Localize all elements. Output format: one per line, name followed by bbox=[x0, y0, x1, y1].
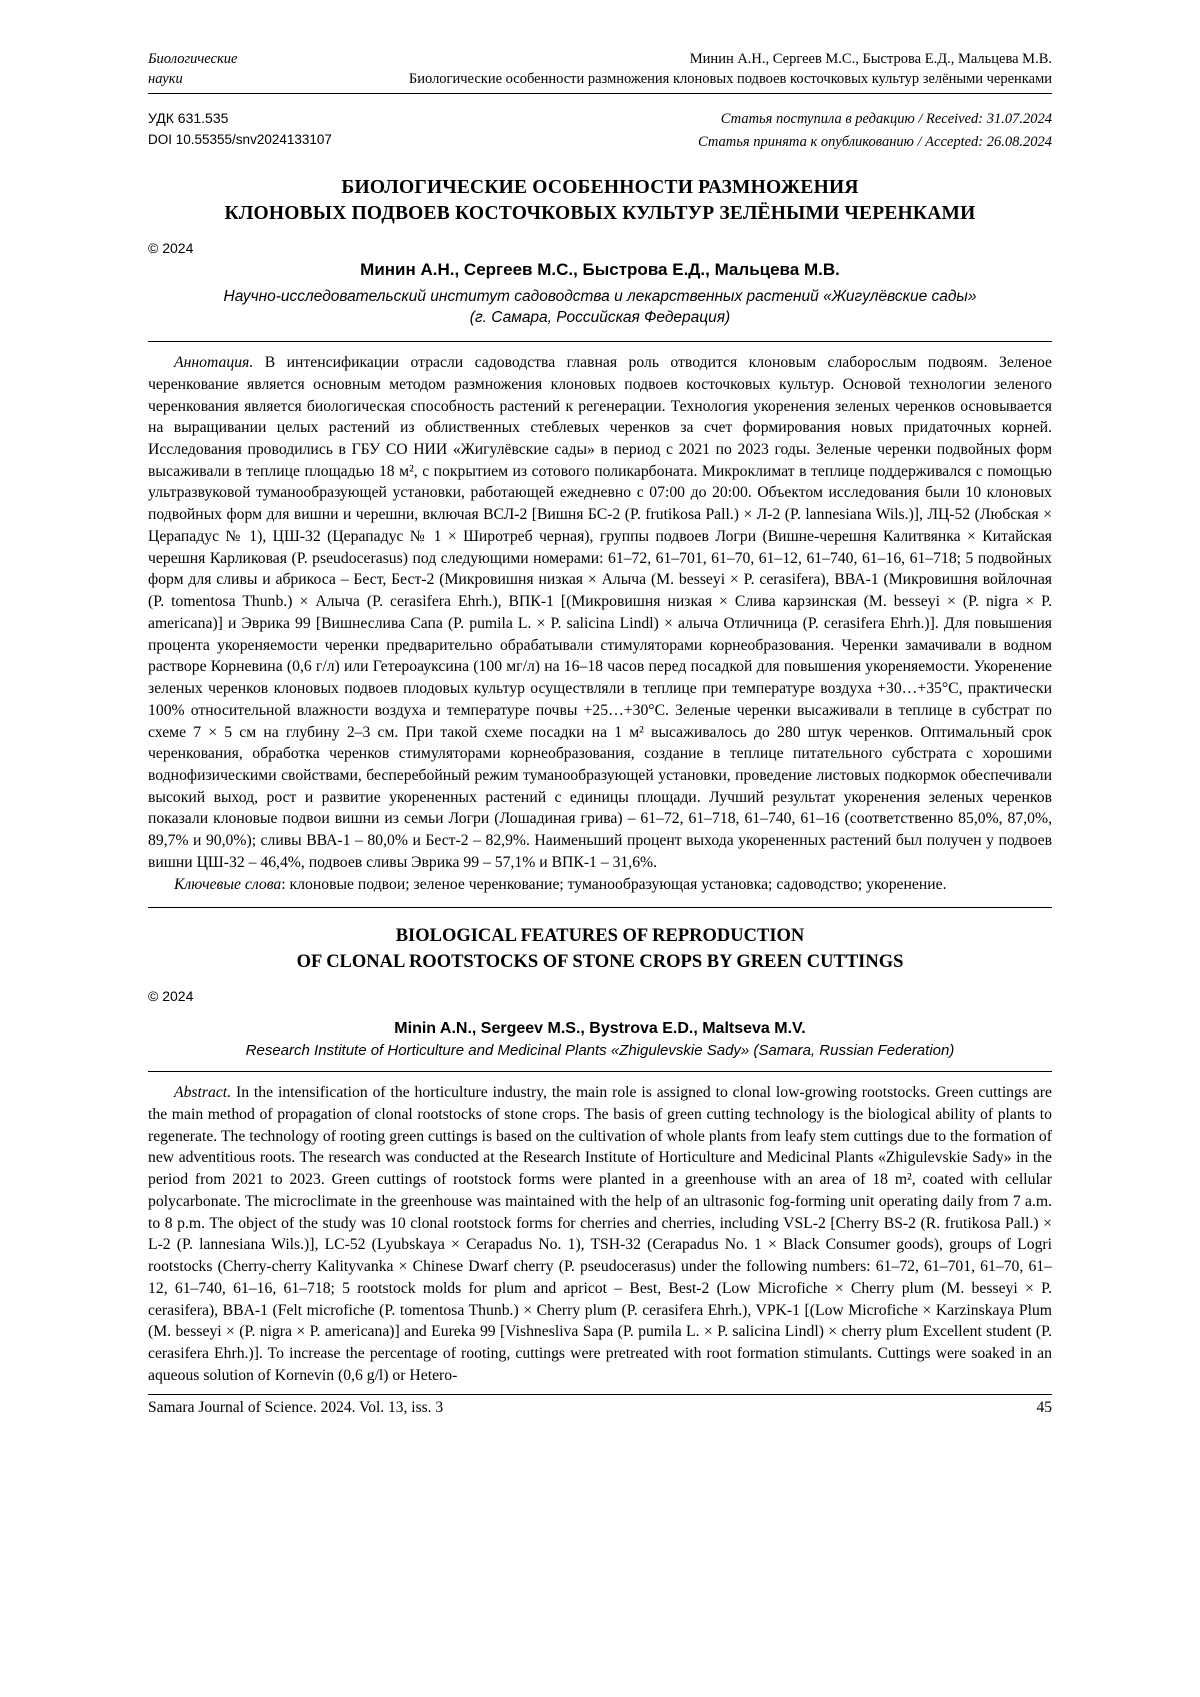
article-meta bbox=[148, 108, 1052, 153]
footer-divider bbox=[148, 1394, 1052, 1395]
abstract-ru-label: Аннотация. bbox=[174, 354, 254, 372]
received-date: Статья поступила в редакцию / Received: 31.07.2024 bbox=[720, 111, 1052, 128]
doi-code[interactable]: DOI 10.55355/snv2024133107 bbox=[148, 131, 332, 147]
footer-journal: Samara Journal of Science. 2024. Vol. 13, iss. 3 bbox=[148, 1399, 444, 1417]
running-head-article-title: Биологические особенности размножения клоновых подвоев косточковых культур зелёными черенками bbox=[408, 70, 1052, 87]
abstract-ru-text: В интенсификации отрасли садоводства главная роль отводится клоновым слаборослым подвоям. Зеленое черенкование является основным методом размножения клоновых подвоев косточковых культур. Основой технологии зеленого черенкования является биологическая способность растений к регенерации. Технология укоренения зеленых черенков основывается на выращивании целых растений из облиственных стеблевых черенков за счет формирования новых придаточных корней. Исследования проводились в ГБУ СО НИИ «Жигулёвские сады» в период с 2021 по 2023 годы. Зеленые черенки подвойных форм высаживали в теплице площадью 18 м², с покрытием из сотового поликарбоната. Микроклимат в теплице поддерживался с помощью ультразвуковой туманообразующей установки, работающей ежедневно с 07:00 до 20:00. Объектом исследования были 10 клоновых подвойных форм для вишни и черешни, включая ВСЛ-2 [Вишня БС-2 (P. frutikosa Pall.) × Л-2 (P. lannesiana Wils.)], ЛЦ-52 (Любская × Церападус № 1), ЦШ-32 (Церападус № 1 × Широтреб черная), группы подвоев Логри (Вишне-черешня Калитвянка × Китайская черешня Карликовая (P. pseudocerasus) под следующими номерами: 61–72, 61–701, 61–70, 61–12, 61–740, 61–16, 61–718; 5 подвойных форм для сливы и абрикоса – Бест, Бест-2 (Микровишня низкая × Алыча (M. besseyi × P. cerasifera), ВВА-1 (Микровишня войлочная (P. tomentosa Thunb.) × Алыча (P. cerasifera Ehrh.), ВПК-1 [(Микровишня низкая × Слива карзинская (M. besseyi × (P. nigra × P. americana)] и Эврика 99 [Вишнеслива Сапа (P. pumila L. × P. salicina Lindl) × алыча Отличница (P. cerasifera Ehrh.)]. Для повышения процента укореняемости черенки предварительно обрабатывали стимуляторами корнеобразования. Черенки замачивали в водном растворе Корневина (0,6 г/л) или Гетероауксина (100 мг/л) на 16–18 часов перед посадкой для повышения укореняемости. Укоренение зеленых черенков клоновых подвоев плодовых культур осуществляли в теплице при температуре воздуха +30…+35°С, практически 100% относительной влажности воздуха и температуре почвы +25…+30°С. Зеленые черенки высаживали в теплице в субстрат по схеме 7 × 5 см на глубину 2–3 см. При такой схеме посадки на 1 м² высаживалось до 280 штук черенков. Оптимальный срок черенкования, обработка черенков стимуляторами корнеобразования, создание в теплице питательного субстрата с хорошими воднофизическими свойствами, бесперебойный режим туманообразующей установки, проведение листовых подкормок обеспечивали высокий выход, рост и развитие укорененных растений с единицы площади. Лучший результат укоренения зеленых черенков показали клоновые подвои вишни из семьи Логри (Лошадиная грива) – 61–72, 61–718, 61–740, 61–16 (соответственно 85,0%, 87,0%, 89,7% и 90,0%); сливы ВВА-1 – 80,0% и Бест-2 – 82,9%. Наименьший процент выхода укорененных растений был получен у подвоев вишни ЦШ-32 – 46,4%, подвоев сливы Эврика 99 – 57,1% и ВПК-1 – 31,6%. bbox=[148, 354, 1052, 871]
page-title-en-line1: BIOLOGICAL FEATURES OF REPRODUCTION bbox=[395, 926, 805, 947]
meta-dates bbox=[698, 108, 1052, 153]
affiliation-ru bbox=[148, 286, 1052, 329]
authors-en: Minin A.N., Sergeev M.S., Bystrova E.D., Maltseva M.V. bbox=[394, 1020, 806, 1038]
running-head-authors: Минин А.Н., Сергеев М.С., Быстрова Е.Д., Мальцева М.В. bbox=[689, 51, 1052, 67]
keywords-ru-label: Ключевые слова bbox=[174, 875, 282, 893]
affiliation-ru-line1: Научно-исследовательский институт садоводства и лекарственных растений «Жигулёвские сады» bbox=[223, 287, 977, 305]
abstract-divider-bottom bbox=[148, 907, 1052, 908]
running-head-section-line2: науки bbox=[148, 70, 183, 87]
keywords-ru bbox=[148, 874, 1052, 896]
page-title-en-line2: OF CLONAL ROOTSTOCKS OF STONE CROPS BY GREEN CUTTINGS bbox=[296, 952, 904, 973]
abstract-divider-top bbox=[148, 341, 1052, 342]
page-title-ru-line2: КЛОНОВЫХ ПОДВОЕВ КОСТОЧКОВЫХ КУЛЬТУР ЗЕЛЁНЫМИ ЧЕРЕНКАМИ bbox=[224, 203, 976, 225]
abstract-en-paragraph bbox=[148, 1082, 1052, 1386]
page-footer bbox=[148, 1399, 1052, 1417]
running-head-divider bbox=[148, 93, 1052, 94]
affiliation-en: Research Institute of Horticulture and Medicinal Plants «Zhigulevskie Sady» (Samara, Russian Federation) bbox=[245, 1042, 955, 1060]
meta-identifiers bbox=[148, 108, 332, 153]
abstract-en bbox=[148, 1082, 1052, 1386]
abstract-ru bbox=[148, 352, 1052, 895]
page-title-ru bbox=[148, 175, 1052, 228]
running-head-title bbox=[298, 50, 1052, 89]
udk-code: УДК 631.535 bbox=[148, 110, 229, 127]
accepted-date: Статья принята к опубликованию / Accepted: 26.08.2024 bbox=[698, 133, 1052, 150]
running-head-section bbox=[148, 50, 298, 89]
abstract-en-label: Abstract. bbox=[174, 1084, 232, 1102]
authors-ru: Минин А.Н., Сергеев М.С., Быстрова Е.Д., Мальцева М.В. bbox=[360, 259, 840, 279]
page-title-en bbox=[148, 924, 1052, 976]
keywords-ru-text: : клоновые подвои; зеленое черенкование; туманообразующая установка; садоводство; укоренение. bbox=[281, 875, 947, 893]
abstract-en-text: In the intensification of the horticulture industry, the main role is assigned to clonal low-growing rootstocks. Green cuttings are the main method of propagation of clonal rootstocks of stone crops. The basis of green cutting technology is the biological ability of plants to regenerate. The technology of rooting green cuttings is based on the cultivation of whole plants from leafy stem cuttings due to the formation of new adventitious roots. The research was conducted at the Research Institute of Horticulture and Medicinal Plants «Zhigulevskie Sady» in the period from 2021 to 2023. Green cuttings of rootstock forms were planted in a greenhouse with an area of 18 m², coated with cellular polycarbonate. The microclimate in the greenhouse was maintained with the help of an ultrasonic fog-forming unit operating daily from 7 a.m. to 8 p.m. The object of the study was 10 clonal rootstock forms for cherries and cherries, including VSL-2 [Cherry BS-2 (R. frutikosa Pall.) × L-2 (P. lannesiana Wils.)], LC-52 (Lyubskaya × Cerapadus No. 1), TSH-32 (Cerapadus No. 1 × Black Consumer goods), groups of Logri rootstocks (Cherry-cherry Kalityvanka × Chinese Dwarf cherry (P. pseudocerasus) under the following numbers: 61–72, 61–701, 61–70, 61–12, 61–740, 61–16, 61–718; 5 rootstock molds for plum and apricot – Best, Best-2 (Low Microfiche × Cherry plum (M. besseyi × P. cerasifera), BBA-1 (Felt microfiche (P. tomentosa Thunb.) × Cherry plum (P. cerasifera Ehrh.), VPK-1 [(Low Microfiche × Karzinskaya Plum (M. besseyi × (P. nigra × P. americana)] and Eureka 99 [Vishnesliva Sapa (P. pumila L. × P. salicina Lindl) × cherry plum Excellent student (P. cerasifera Ehrh.)]. To increase the percentage of rooting, cuttings were pretreated with root formation stimulants. Cuttings were soaked in an aqueous solution of Kornevin (0,6 g/l) or Hetero- bbox=[148, 1084, 1052, 1384]
copyright-ru: © 2024 bbox=[148, 239, 194, 256]
page-title-ru-line1: БИОЛОГИЧЕСКИЕ ОСОБЕННОСТИ РАЗМНОЖЕНИЯ bbox=[341, 177, 859, 199]
footer-page-number: 45 bbox=[1036, 1399, 1052, 1417]
running-head-section-line1: Биологические bbox=[148, 51, 238, 67]
copyright-en: © 2024 bbox=[148, 988, 194, 1005]
running-head bbox=[148, 50, 1052, 89]
affiliation-ru-line2: (г. Самара, Российская Федерация) bbox=[469, 309, 731, 327]
abstract-en-divider-top bbox=[148, 1071, 1052, 1072]
abstract-ru-paragraph bbox=[148, 352, 1052, 874]
